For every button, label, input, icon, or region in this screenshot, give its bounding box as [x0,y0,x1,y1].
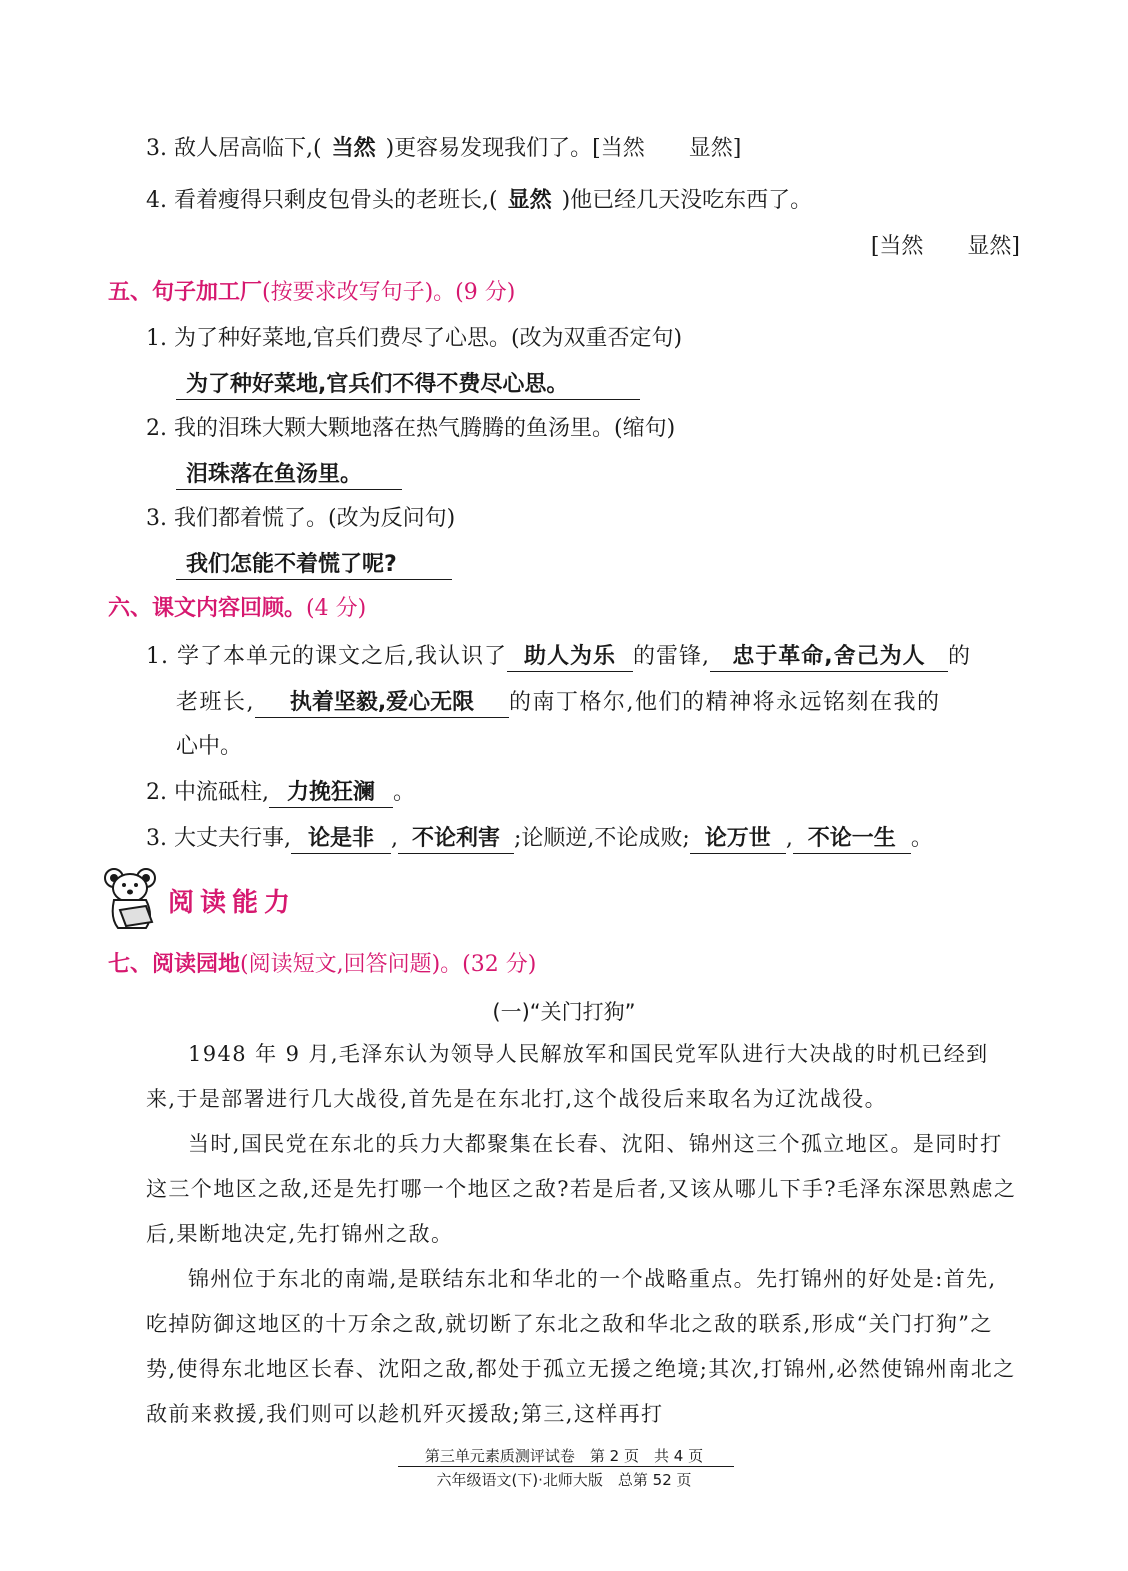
sec5-q2-answer-line [176,460,402,490]
sec6-q1-line3: 心中。 [176,734,243,759]
sec5-q3: 3. 我们都着慌了。(改为反问句) [146,506,456,531]
sec6-q3: 3. 大丈夫行事, 论是非 , 不论利害 ;论顺逆,不论成败; 论万世 , 不论一生 。 [146,824,933,854]
sec5-q2: 2. 我的泪珠大颗大颗地落在热气腾腾的鱼汤里。(缩句) [146,416,676,441]
reading-banner-title: 阅读能力 [168,888,297,918]
sec7-heading: 七、阅读园地(阅读短文,回答问题)。(32 分) [108,952,537,977]
footer-line2: 六年级语文(下)·北师大版 总第 52 页 [436,1471,692,1489]
sec5-q3-answer-line [176,550,452,580]
sec6-q3-answer2: 不论利害 [398,825,514,854]
footer-divider [398,1466,734,1467]
sec4-q3-answer: 当然 [331,136,376,161]
sec5-q1: 1. 为了种好菜地,官兵们费尽了心思。(改为双重否定句) [146,326,683,351]
sec5-q3-answer: 我们怎能不着慌了呢? [176,551,452,580]
sec6-q1-answer1: 助人为乐 [507,643,633,672]
sec6-q1-line1: 1. 学了本单元的课文之后,我认识了 助人为乐 的雷锋, 忠于革命,舍己为人 的 [146,642,971,672]
sec5-q2-answer: 泪珠落在鱼汤里。 [176,461,402,490]
sec6-q2: 2. 中流砥柱, 力挽狂澜 。 [146,778,415,808]
footer-line1: 第三单元素质测评试卷 第 2 页 共 4 页 [424,1447,704,1465]
passage-paragraph: 锦州位于东北的南端,是联结东北和华北的一个战略重点。先打锦州的好处是:首先,吃掉防御这地区的十万余之敌,就切断了东北之敌和华北之敌的联系,形成“关门打狗”之势,使得东北地区长春、沈阳之敌,都处于孤立无援之绝境;其次,打锦州,必然使锦州南北之敌前来救援,我们则可以趁机歼灭援敌;第三,这样再打 [146,1267,1016,1426]
sec6-q1-answer3: 执着坚毅,爱心无限 [255,689,509,718]
sec4-q3: 3. 敌人居高临下,( 当然 )更容易发现我们了。[当然 显然] [146,136,742,161]
sec4-q4-answer: 显然 [507,188,552,213]
sec5-q1-answer-line [176,370,640,400]
sec5-heading: 五、句子加工厂(按要求改写句子)。(9 分) [108,280,516,305]
sec4-q4-options: [当然 显然] [870,234,1020,259]
sec6-q3-answer1: 论是非 [291,825,391,854]
passage-body [146,1032,1018,1437]
sec4-q4: 4. 看着瘦得只剩皮包骨头的老班长,( 显然 )他已经几天没吃东西了。 [146,188,813,213]
sec6-q1-line2: 老班长, 执着坚毅,爱心无限 的南丁格尔,他们的精神将永远铭刻在我的 [176,688,941,718]
sec6-q3-answer3: 论万世 [690,825,786,854]
sec6-q3-answer4: 不论一生 [793,825,911,854]
sec6-heading: 六、课文内容回顾。(4 分) [108,596,367,621]
sec5-q1-answer: 为了种好菜地,官兵们不得不费尽心思。 [176,371,640,400]
sec6-q1-answer2: 忠于革命,舍己为人 [710,643,948,672]
sec6-q2-answer: 力挽狂澜 [269,779,393,808]
passage-paragraph: 当时,国民党在东北的兵力大都聚集在长春、沈阳、锦州这三个孤立地区。是同时打这三个地区之敌,还是先打哪一个地区之敌?若是后者,又该从哪儿下手?毛泽东深思熟虑之后,果断地决定,先打锦州之敌。 [146,1132,1017,1246]
passage-title: (一)“关门打狗” [492,1000,636,1024]
koala-reading-icon [102,866,164,932]
passage-paragraph: 1948 年 9 月,毛泽东认为领导人民解放军和国民党军队进行大决战的时机已经到来,于是部署进行几大战役,首先是在东北打,这个战役后来取名为辽沈战役。 [146,1042,989,1111]
